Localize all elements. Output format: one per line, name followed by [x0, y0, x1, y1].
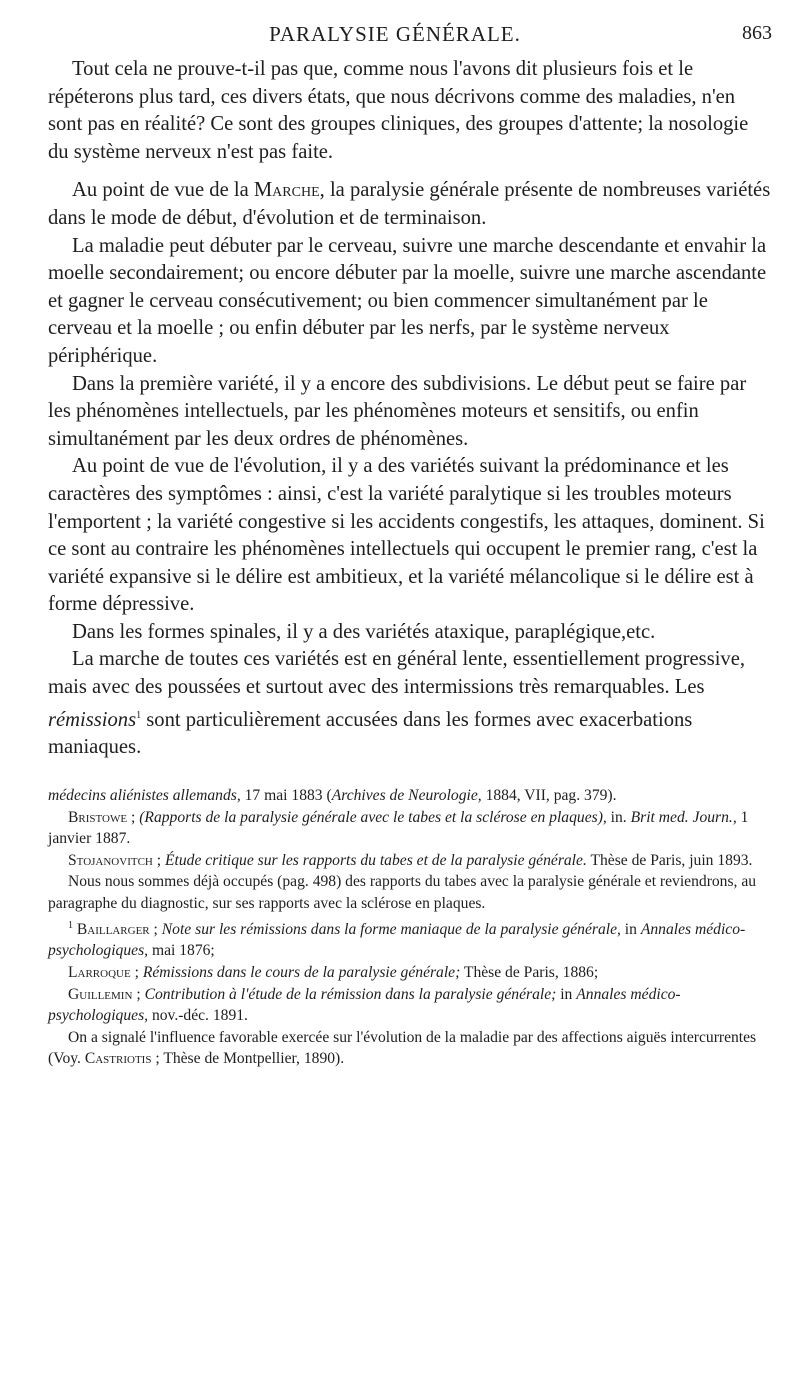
- footnote: Guillemin ; Contribution à l'étude de la rémission dans la paralysie générale; in Annales médico-psychologiques, nov.-déc. 1891.: [48, 985, 681, 1025]
- paragraph: Tout cela ne prouve-t-il pas que, comme nous l'avons dit plusieurs fois et le répéterons plus tard, ces divers états, que nous décrivons comme des maladies, n'en sont pas en réalité? Ce sont des groupes cliniques, des groupes d'attente; la nosologie du système nerveux n'est pas faite.: [48, 58, 749, 163]
- paragraph: La maladie peut débuter par le cerveau, suivre une marche descendante et envahir la moelle secondairement; ou encore débuter par la moelle, suivre une marche ascendante et gagner le cerveau consécutivement; ou bien commencer simultanément par le cerveau et la moelle ; ou enfin débuter par les nerfs, par le système nerveux périphérique.: [48, 234, 767, 367]
- paragraph: La marche de toutes ces variétés est en général lente, essentiellement progressive, mais avec des poussées et surtout avec des intermissions très remarquables. Les rémissions$^1$ sont particulièrement accusées dans les formes avec exacerbations maniaques.: [48, 648, 746, 759]
- footnote: Nous nous sommes déjà occupés (pag. 498) des rapports du tabes avec la paralysie générale et reviendrons, au paragraphe du diagnostic, sur ses rapports avec la sclérose en plaques.: [48, 873, 757, 912]
- paragraph: Dans la première variété, il y a encore des subdivisions. Le début peut se faire par les phénomènes intellectuels, par les phénomènes moteurs et sensitifs, ou enfin simultanément par les deux ordres de phénomènes.: [48, 372, 747, 450]
- running-title: PARALYSIE GÉNÉRALE.: [269, 22, 521, 46]
- footnote: médecins aliénistes allemands, 17 mai 1883 (Archives de Neurologie, 1884, VII, pag. 379).: [48, 787, 617, 804]
- footnote-marker: 1: [68, 919, 73, 931]
- footnote-marker: 1: [136, 709, 142, 721]
- main-text: [48, 56, 772, 762]
- page-number: 863: [742, 22, 772, 44]
- paragraph: Au point de vue de la Marche, la paralysie générale présente de nombreuses variétés dans le mode de début, d'évolution et de terminaison.: [48, 179, 771, 229]
- paragraph: Dans les formes spinales, il y a des variétés ataxique, paraplégique,etc.: [72, 620, 656, 643]
- footnotes: [48, 785, 772, 1070]
- footnote: Larroque ; Rémissions dans le cours de la paralysie générale; Thèse de Paris, 1886;: [68, 963, 599, 981]
- paragraph: Au point de vue de l'évolution, il y a des variétés suivant la prédominance et les caractères des symptômes : ainsi, c'est la variété paralytique si les troubles moteurs l'emportent ; la variété congestive si les accidents congestifs, les attaques, dominent. Si ce sont au contraire les phénomènes intellectuels qui occupent le premier rang, c'est la variété expansive si le délire est ambitieux, et la variété mélancolique si le délire est à forme dépressive.: [48, 455, 765, 616]
- footnote: $^1$ Baillarger ; Note sur les rémissions dans la forme maniaque de la paralysie générale, in Annales médico-psychologiques, mai 1876;: [48, 919, 746, 960]
- footnote: Bristowe ; (Rapports de la paralysie générale avec le tabes et la sclérose en plaques), in. Brit med. Journ., 1 janvier 1887.: [48, 808, 749, 848]
- emphasis: rémissions: [48, 708, 137, 731]
- footnote: On a signalé l'influence favorable exercée sur l'évolution de la maladie par des affections aiguës intercurrentes (Voy. Castriotis ; Thèse de Montpellier, 1890).: [48, 1028, 757, 1068]
- footnote: Stojanovitch ; Étude critique sur les rapports du tabes et de la paralysie générale. Thèse de Paris, juin 1893.: [68, 851, 753, 869]
- page-header: [0, 20, 800, 50]
